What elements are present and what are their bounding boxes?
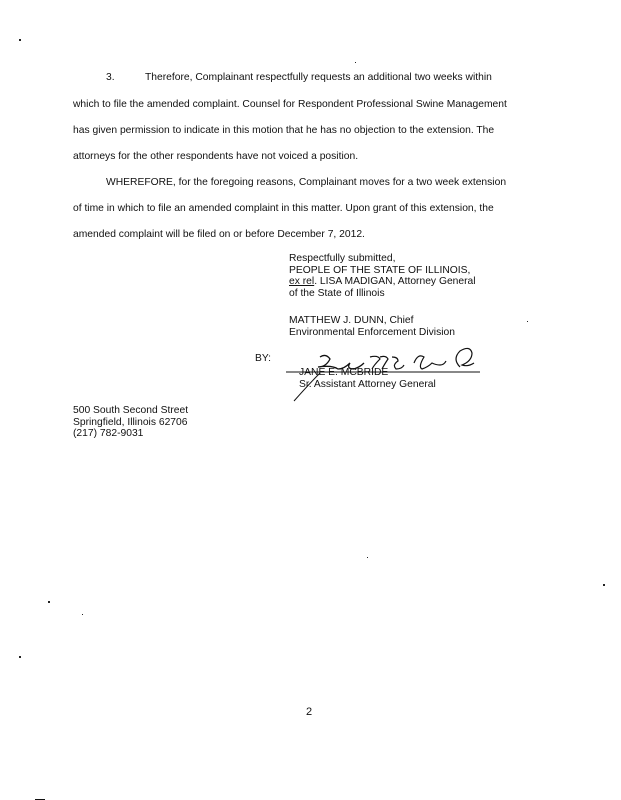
by-label: BY: (255, 353, 272, 364)
ex-rel-label: ex rel (289, 276, 315, 287)
signature-block (289, 253, 476, 299)
ex-rel-line (289, 276, 476, 288)
address-block (73, 405, 188, 440)
scan-speck (82, 614, 83, 615)
paragraph-number: 3. (106, 72, 115, 83)
paragraph-3-line-2: which to file the amended complaint. Counsel for Respondent Professional Swine Management (73, 99, 507, 110)
division-block (289, 315, 455, 338)
wherefore-line-2: of time in which to file an amended complaint in this matter. Upon grant of this extension, the (73, 203, 494, 214)
party-name: PEOPLE OF THE STATE OF ILLINOIS, (289, 264, 471, 276)
scan-speck (603, 584, 605, 586)
wherefore-line-1: WHEREFORE, for the foregoing reasons, Complainant moves for a two week extension (106, 177, 507, 188)
scan-speck (527, 321, 528, 322)
scan-speck (19, 39, 21, 41)
signer-block (299, 367, 436, 390)
paragraph-3-line-4: attorneys for the other respondents have not voiced a position. (73, 151, 359, 162)
scan-speck (367, 557, 368, 558)
wherefore-line-3: amended complaint will be filed on or before December 7, 2012. (73, 229, 365, 240)
attorney-general: . LISA MADIGAN, Attorney General (314, 276, 476, 287)
scan-speck (48, 601, 50, 603)
paragraph-3-line-3: has given permission to indicate in this motion that he has no objection to the extension. The (73, 125, 495, 136)
paragraph-3-line-1: Therefore, Complainant respectfully requests an additional two weeks within (145, 72, 492, 83)
signer-name: JANE E. MCBRIDE (299, 367, 389, 378)
page-number: 2 (306, 706, 313, 718)
city-state-zip: Springfield, Illinois 62706 (73, 416, 188, 428)
street-address: 500 South Second Street (73, 405, 189, 416)
chief-name: MATTHEW J. DUNN, Chief (289, 315, 414, 326)
scan-speck (355, 62, 356, 63)
signer-title: Sr. Assistant Attorney General (299, 378, 436, 390)
closing: Respectfully submitted, (289, 253, 396, 264)
scan-speck (19, 656, 21, 658)
state-line: of the State of Illinois (289, 287, 385, 299)
division-name: Environmental Enforcement Division (289, 326, 455, 338)
phone-number: (217) 782-9031 (73, 428, 144, 439)
